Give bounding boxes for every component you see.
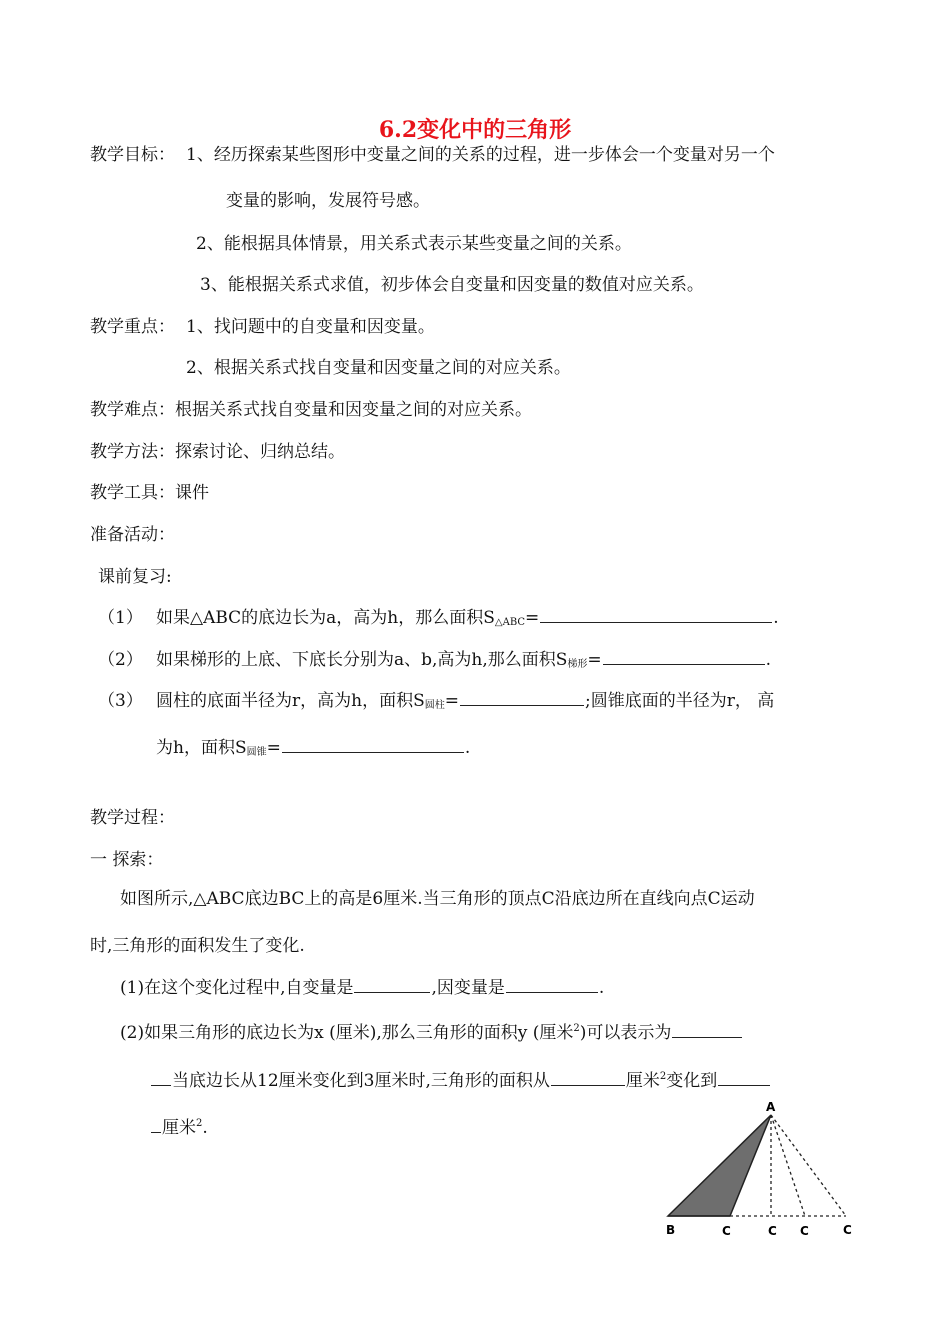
label-A: A <box>766 1100 776 1114</box>
q3-end: . <box>464 738 471 758</box>
explore-q1-blank-1[interactable] <box>354 977 430 993</box>
label-C-4: C <box>843 1223 852 1237</box>
q2-answer-blank[interactable] <box>603 649 765 665</box>
dashed-side-2 <box>771 1115 846 1216</box>
explore-q2-line2 <box>150 1066 771 1092</box>
review-q3-line2 <box>156 737 470 764</box>
explore-para-line1: 如图所示,△ABC底边BC上的高是6厘米.当三角形的顶点C沿底边所在直线向点C运动 <box>120 889 755 909</box>
q3-line2-text: 为h，面积S <box>156 738 247 758</box>
review-heading: 课前复习: <box>98 567 172 587</box>
q1-end: . <box>773 608 779 628</box>
explore-q2-blank-1[interactable] <box>672 1022 742 1038</box>
tools: 教学工具：课件 <box>90 483 209 503</box>
label-B: B <box>666 1223 676 1237</box>
objective-2: 2、能根据具体情景，用关系式表示某些变量之间的关系。 <box>196 234 632 254</box>
q1-subscript: △ABC <box>494 617 526 628</box>
q3-number: （3） <box>98 691 143 711</box>
key-point-2: 2、根据关系式找自变量和因变量之间的对应关系。 <box>186 358 571 378</box>
q2-number: （2） <box>98 650 143 670</box>
q3-subscript: 圆柱 <box>424 700 445 711</box>
review-q1 <box>98 607 779 634</box>
explore-q1-text-c: . <box>598 978 605 998</box>
dashed-side-1 <box>771 1115 805 1216</box>
method: 教学方法：探索讨论、归纳总结。 <box>90 442 345 462</box>
key-points-label: 教学重点： <box>90 317 175 337</box>
q3-equals: = <box>444 691 459 711</box>
explore-q2-line2-text-c: 变化到 <box>666 1071 718 1091</box>
shaded-triangle <box>668 1115 771 1216</box>
explore-q1 <box>120 977 604 999</box>
explore-q2-line3-sup: 2 <box>196 1118 203 1129</box>
q2-text: 如果梯形的上底、下底长分别为a、b,高为h,那么面积S <box>156 650 568 670</box>
key-point-1: 1、找问题中的自变量和因变量。 <box>186 317 435 337</box>
q2-subscript: 梯形 <box>567 659 588 670</box>
q3-text: 圆柱的底面半径为r，高为h，面积S <box>156 691 425 711</box>
explore-q2-line2-text-a: 当底边长从12厘米变化到3厘米时,三角形的面积从 <box>172 1071 550 1091</box>
page-title: 6.2变化中的三角形 <box>378 117 572 143</box>
explore-q2-blank-1-cont[interactable] <box>151 1070 171 1086</box>
q3-mid: ;圆锥底面的半径为r， 高 <box>584 691 775 711</box>
triangle-figure <box>660 1095 865 1245</box>
review-q2 <box>98 649 771 676</box>
difficulty: 教学难点：根据关系式找自变量和因变量之间的对应关系。 <box>90 400 532 420</box>
explore-q2-line3 <box>150 1113 208 1139</box>
label-C-3: C <box>800 1224 809 1238</box>
q3-equals-2: = <box>266 738 281 758</box>
explore-heading: 一 探索： <box>90 850 164 870</box>
objective-3: 3、能根据关系式求值，初步体会自变量和因变量的数值对应关系。 <box>200 275 704 295</box>
q1-text: 如果△ABC的底边长为a，高为h，那么面积S <box>156 608 495 628</box>
preparation: 准备活动： <box>90 525 175 545</box>
label-C-1: C <box>722 1224 731 1238</box>
explore-q2-line2-text-b: 厘米 <box>625 1071 660 1091</box>
q1-number: （1） <box>98 608 143 628</box>
explore-q1-blank-2[interactable] <box>506 977 598 993</box>
explore-q1-text-b: ,因变量是 <box>431 978 505 998</box>
explore-para-line2: 时,三角形的面积发生了变化. <box>90 936 305 956</box>
q3-answer-blank-2[interactable] <box>282 737 464 753</box>
objective-1-line2: 变量的影响，发展符号感。 <box>226 191 430 211</box>
process-label: 教学过程： <box>90 808 175 828</box>
q3-answer-blank-1[interactable] <box>460 690 584 706</box>
q2-end: . <box>765 650 772 670</box>
q2-equals: = <box>587 650 602 670</box>
explore-q2-sup: 2 <box>573 1023 580 1034</box>
explore-q2-text-a: (2)如果三角形的底边长为x (厘米),那么三角形的面积y (厘米 <box>120 1023 574 1043</box>
explore-q2 <box>120 1018 743 1044</box>
q1-answer-blank[interactable] <box>540 607 772 623</box>
review-q3 <box>98 690 774 717</box>
explore-q2-text-b: )可以表示为 <box>579 1023 672 1043</box>
explore-q2-line3-text-b: . <box>202 1118 208 1138</box>
q3-subscript-2: 圆锥 <box>246 747 267 758</box>
explore-q2-line3-text-a: 厘米 <box>162 1118 196 1138</box>
objectives-label: 教学目标： <box>90 145 175 165</box>
explore-q2-line2-sup: 2 <box>659 1071 667 1082</box>
explore-q2-blank-3[interactable] <box>718 1070 770 1086</box>
explore-q2-blank-3-cont[interactable] <box>151 1117 161 1133</box>
explore-q1-text-a: (1)在这个变化过程中,自变量是 <box>120 978 354 998</box>
q1-equals: = <box>525 608 540 628</box>
label-C-2: C <box>768 1224 777 1238</box>
objective-1-line1: 1、经历探索某些图形中变量之间的关系的过程，进一步体会一个变量对另一个 <box>186 145 775 165</box>
explore-q2-blank-2[interactable] <box>551 1070 625 1086</box>
